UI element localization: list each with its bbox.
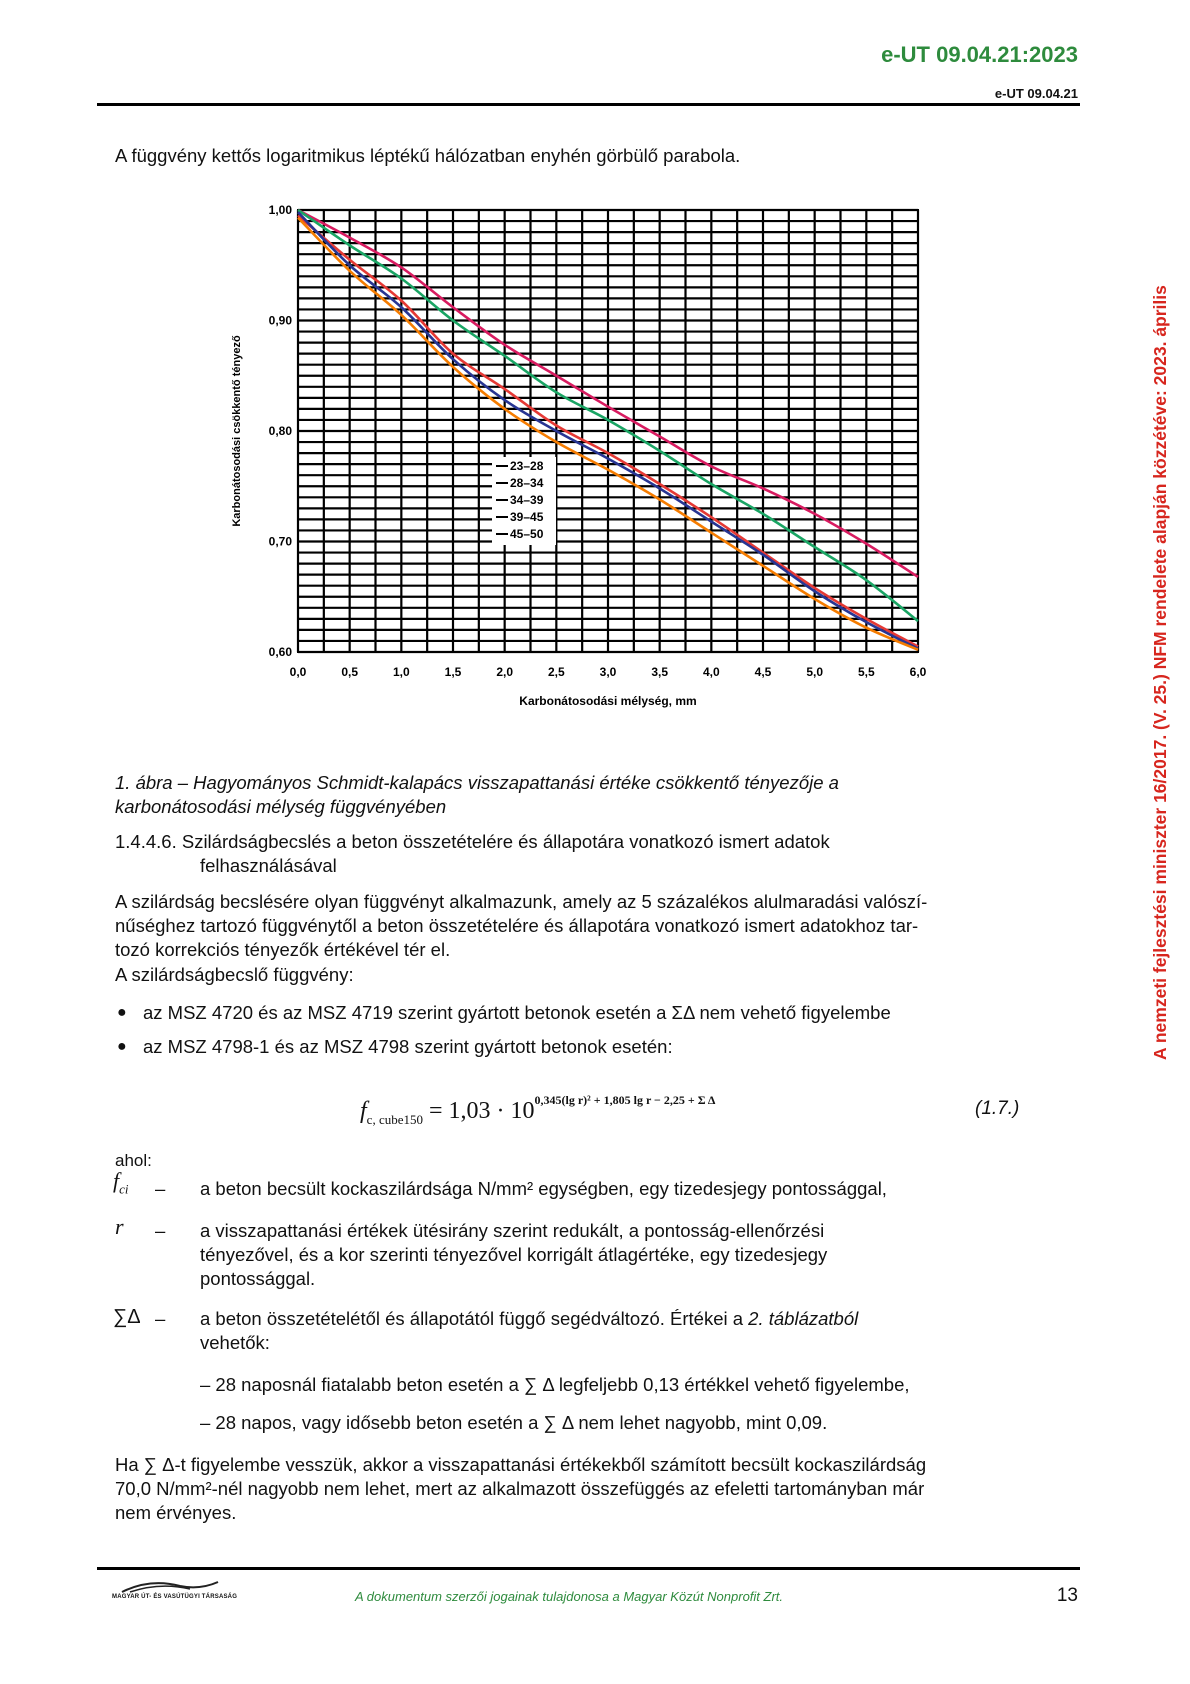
paragraph-2: A szilárdságbecslő függvény:: [115, 964, 354, 985]
y-tick-label: 0,60: [268, 645, 292, 659]
x-tick-label: 6,0: [909, 665, 927, 679]
bullet-dot-2: ●: [117, 1038, 127, 1055]
strength-equation: [360, 1093, 715, 1128]
symbol-r: r: [115, 1214, 124, 1239]
chart-grid: [298, 210, 918, 652]
footer-copyright: A dokumentum szerzői jogainak tulajdonosa a Magyar Közút Nonprofit Zrt.: [355, 1589, 784, 1604]
figure-caption-line-2: karbonátosodási mélység függvényében: [115, 796, 447, 817]
x-tick-label: 0,5: [341, 665, 359, 679]
x-tick-label: 2,0: [496, 665, 514, 679]
figure-caption-line-1: 1. ábra – Hagyományos Schmidt-kalapács visszapattanási értéke csökkentő tényezője a: [115, 772, 839, 793]
x-tick-label: 0,0: [289, 665, 307, 679]
definition-sum-delta-line-2: vehetők:: [200, 1332, 270, 1353]
symbol-fci: $f_{ci}$: [113, 1168, 129, 1197]
definition-r-line-1: a visszapattanási értékek ütésirány szerint redukált, a pontosság-ellenőrzési: [200, 1220, 825, 1241]
paragraph-1-line-2: nűséghez tartozó függvénytől a beton összetételére és állapotára vonatkozó ismert adatokhoz tar-: [115, 915, 919, 936]
equation-rhs: = 1,03 · 10: [422, 1098, 535, 1124]
paragraph-1-line-1: A szilárdság becslésére olyan függvényt alkalmazunk, amely az 5 százalékos alulmaradási valószí-: [115, 891, 928, 912]
bullet-dot-1: ●: [117, 1004, 127, 1021]
dash-2: –: [155, 1220, 166, 1241]
definition-r-line-3: pontossággal.: [200, 1268, 316, 1289]
legend-label: 34–39: [510, 493, 544, 507]
legend-label: 45–50: [510, 527, 544, 541]
dash-3: –: [155, 1308, 166, 1329]
paragraph-1-line-3: tozó korrekciós tényezők értékével tér el.: [115, 939, 451, 960]
definition-sum-delta-line-1: a beton összetételétől és állapotától függő segédváltozó. Értékei a 2. táblázatból: [200, 1308, 859, 1329]
y-tick-label: 0,70: [268, 534, 292, 549]
x-tick-label: 5,5: [857, 665, 875, 679]
sub-item-2: – 28 napos, vagy idősebb beton esetén a ∑ Δ nem lehet nagyobb, mint 0,09.: [200, 1412, 828, 1433]
definition-fci: a beton becsült kockaszilárdsága N/mm² egységben, egy tizedesjegy pontossággal,: [200, 1178, 887, 1199]
publisher-logo-icon: [120, 1578, 220, 1594]
y-tick-labels: [269, 203, 293, 659]
x-tick-label: 4,0: [702, 665, 720, 679]
y-tick-label: 1,00: [268, 203, 292, 217]
publication-side-note: A nemzeti fejlesztési miniszter 16/2017. (V. 25.) NFM rendelete alapján közzétéve: 2023. április: [1150, 285, 1170, 1060]
x-axis-label: Karbonátosodási mélység, mm: [519, 694, 697, 708]
equation-lhs: f: [360, 1098, 367, 1124]
x-tick-label: 5,0: [806, 665, 824, 679]
sub-item-1: – 28 naposnál fiatalabb beton esetén a ∑ Δ legfeljebb 0,13 értékkel vehető figyelembe,: [200, 1374, 910, 1395]
x-tick-label: 1,0: [392, 665, 410, 679]
x-tick-label: 3,0: [599, 665, 617, 679]
legend-label: 23–28: [510, 459, 544, 473]
publisher-logo-text: MAGYAR ÚT- ÉS VASÚTÜGYI TÁRSASÁG: [112, 1594, 238, 1600]
where-label: ahol:: [115, 1151, 152, 1170]
dash-1: –: [155, 1178, 166, 1199]
definition-r-line-2: tényezővel, és a kor szerinti tényezővel korrigált átlagértéke, egy tizedesjegy: [200, 1244, 828, 1265]
intro-sentence: A függvény kettős logaritmikus léptékű hálózatban enyhén görbülő parabola.: [115, 145, 741, 166]
y-tick-label: 0,80: [268, 424, 292, 438]
legend-label: 28–34: [510, 476, 544, 490]
footer-rule: [97, 1567, 1080, 1570]
x-tick-label: 4,5: [754, 665, 772, 679]
closing-line-1: Ha ∑ Δ-t figyelembe vesszük, akkor a visszapattanási értékekből számított becsült kockaszilárdság: [115, 1454, 927, 1475]
closing-line-3: nem érvényes.: [115, 1502, 237, 1523]
x-tick-labels: [290, 665, 927, 679]
equation-lhs-sub: c, cube150: [366, 1111, 423, 1127]
carbonation-chart: [220, 200, 940, 740]
equation-exponent: 0,345(lg r)² + 1,805 lg r − 2,25 + Σ Δ: [534, 1093, 716, 1107]
bullet-item-1: az MSZ 4720 és az MSZ 4719 szerint gyártott betonok esetén a ΣΔ nem vehető figyelembe: [143, 1002, 891, 1023]
document-code-small: e-UT 09.04.21: [994, 86, 1078, 101]
x-tick-label: 2,5: [547, 665, 565, 679]
page-number: 13: [1056, 1585, 1078, 1606]
x-tick-label: 1,5: [444, 665, 462, 679]
symbol-sum-delta: ∑Δ: [113, 1306, 141, 1328]
document-code: e-UT 09.04.21:2023: [881, 42, 1078, 67]
closing-line-2: 70,0 N/mm²-nél nagyobb nem lehet, mert az alkalmazott összefüggés az efeletti tartományban már: [115, 1478, 925, 1499]
header-rule: [97, 103, 1080, 106]
equation-number: (1.7.): [975, 1098, 1020, 1119]
section-heading-cont: felhasználásával: [200, 855, 337, 876]
y-tick-label: 0,90: [268, 313, 292, 328]
bullet-item-2: az MSZ 4798-1 és az MSZ 4798 szerint gyártott betonok esetén:: [143, 1036, 673, 1057]
x-tick-label: 3,5: [651, 665, 669, 679]
section-heading: 1.4.4.6. Szilárdságbecslés a beton összetételére és állapotára vonatkozó ismert adatok: [115, 831, 830, 852]
legend-label: 39–45: [510, 510, 544, 524]
y-axis-label: Karbonátosodási csökkentő tényező: [231, 335, 243, 527]
